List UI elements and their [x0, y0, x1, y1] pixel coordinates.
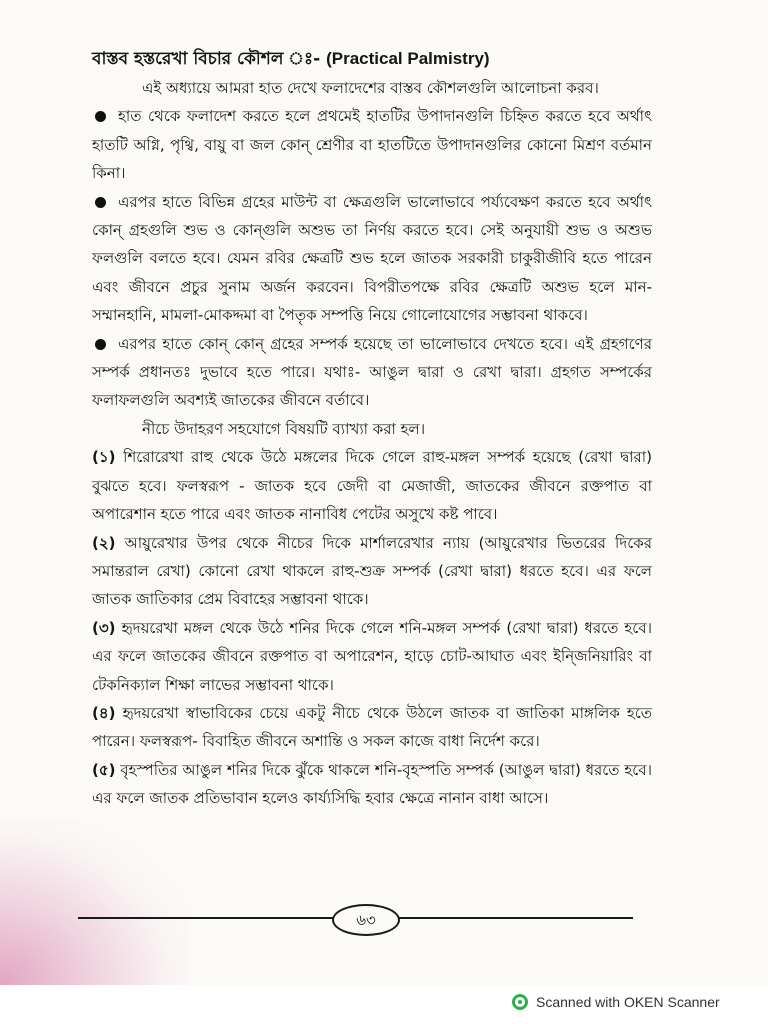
example-text: আয়ুরেখার উপর থেকে নীচের দিকে মার্শালরেখার ন্যায় (আয়ুরেখার ভিতরের দিকের সমান্তরাল রেখা) কোনো রেখা থাকলে রাহু-শুক্র সম্পর্ক (রেখা দ্বারা) ধরতে হবে। এর ফলে জাতক জাতিকার প্রেম বিবাহের সম্ভাবনা থাকে। [92, 533, 652, 609]
bullet-item [92, 188, 652, 330]
bullet-text: এরপর হাতে বিভিন্ন গ্রহের মাউন্ট বা ক্ষেত্রগুলি ভালোভাবে পর্য্যবেক্ষণ করতে হবে অর্থাৎ কোন্ গ্রহগুলি শুভ ও কোন্গুলি অশুভ তা নির্ণয় করতে হবে। সেই অনুযায়ী শুভ ও অশুভ ফলগুলি বলতে হবে। যেমন রবির ক্ষেত্রটি শুভ হলে জাতক সরকারী চাকুরীজীবি হতে পারেন এবং জীবনে প্রচুর সুনাম অর্জন করবেন। বিপরীতপক্ষে রবির ক্ষেত্রটি অশুভ হলে মান-সম্মানহানি, মামলা-মোকদ্দমা বা পৈতৃক সম্পত্তি নিয়ে গোলোযোগের সম্ভাবনা থাকবে। [92, 192, 652, 325]
scanner-label: Scanned with OKEN Scanner [536, 994, 720, 1010]
scanner-watermark [512, 990, 720, 1014]
bullet-dot-icon [95, 339, 106, 350]
example-text: শিরোরেখা রাহু থেকে উঠে মঙ্গলের দিকে গেলে রাহু-মঙ্গল সম্পর্ক হয়েছে (রেখা দ্বারা) বুঝতে হবে। ফলস্বরূপ - জাতক হবে জেদী বা মেজাজী, জাতকের জীবনে রক্তপাত বা অপারেশান হতে পারে এবং জাতক নানাবিধ পেটের অসুখে কষ্ট পাবে। [92, 448, 652, 524]
example-text: হৃদয়রেখা স্বাভাবিকের চেয়ে একটু নীচে থেকে উঠলে জাতক বা জাতিকা মাঙ্গলিক হতে পারেন। ফলস্বরূপ- বিবাহিত জীবনে অশান্তি ও সকল কাজে বাধা নির্দেশ করে। [92, 703, 652, 751]
example-number: (৪) [92, 703, 116, 722]
example-text: হৃদয়রেখা মঙ্গল থেকে উঠে শনির দিকে গেলে শনি-মঙ্গল সম্পর্ক (রেখা দ্বারা) ধরতে হবে। এর ফলে জাতকের জীবনে রক্তপাত বা অপারেশন, হাড়ে চোট-আঘাত এবং ইন্জিনিয়ারিং বা টেকনিক্যাল শিক্ষা লাভের সম্ভাবনা থাকে। [92, 618, 652, 694]
heading-bengali: বাস্তব হস্তরেখা বিচার কৌশল ঃ- [92, 49, 321, 69]
bullet-dot-icon [95, 111, 106, 122]
bullet-item [92, 330, 652, 415]
example-item [92, 529, 652, 614]
example-number: (৩) [92, 618, 116, 637]
bullet-text: এরপর হাতে কোন্ কোন্ গ্রহের সম্পর্ক হয়েছে তা ভালোভাবে দেখতে হবে। এই গ্রহগণের সম্পর্ক প্রধানতঃ দুভাবে হতে পারে। যথাঃ- আঙুল দ্বারা ও রেখা দ্বারা। গ্রহগত সম্পর্কের ফলাফলগুলি অবশ্যই জাতকের জীবনে বর্তাবে। [92, 334, 652, 410]
example-item [92, 443, 652, 528]
example-text: বৃহস্পতির আঙুল শনির দিকে ঝুঁকে থাকলে শনি-বৃহস্পতি সম্পর্ক (আঙুল দ্বারা) ধরতে হবে। এর ফলে জাতক প্রতিভাবান হলেও কার্য্যসিদ্ধি হবার ক্ষেত্রে নানান বাধা আসে। [92, 760, 652, 808]
example-item [92, 756, 652, 813]
example-item [92, 614, 652, 699]
pink-stain-decoration [0, 820, 190, 985]
example-number: (১) [92, 448, 116, 467]
page-heading [92, 44, 652, 74]
bullet-item [92, 102, 652, 187]
example-number: (৫) [92, 760, 116, 779]
page-number: ৬৩ [332, 904, 400, 936]
example-intro: নীচে উদাহরণ সহযোগে বিষয়টি ব্যাখ্যা করা হল। [142, 419, 426, 438]
example-number: (২) [92, 533, 116, 552]
oken-logo-icon [512, 994, 528, 1010]
bullet-text: হাত থেকে ফলাদেশ করতে হলে প্রথমেই হাতটির উপাদানগুলি চিহ্নিত করতে হবে অর্থাৎ হাতটি অগ্নি, পৃথ্বি, বায়ু বা জল কোন্ শ্রেণীর বা হাতটিতে উপাদানগুলির কোনো মিশ্রণ বর্তমান কিনা। [92, 107, 652, 183]
bullet-dot-icon [95, 197, 106, 208]
intro-paragraph: এই অধ্যায়ে আমরা হাত দেখে ফলাদেশের বাস্তব কৌশলগুলি আলোচনা করব। [142, 79, 599, 97]
page-content [92, 44, 652, 813]
example-item [92, 699, 652, 756]
heading-english: (Practical Palmistry) [326, 49, 490, 68]
